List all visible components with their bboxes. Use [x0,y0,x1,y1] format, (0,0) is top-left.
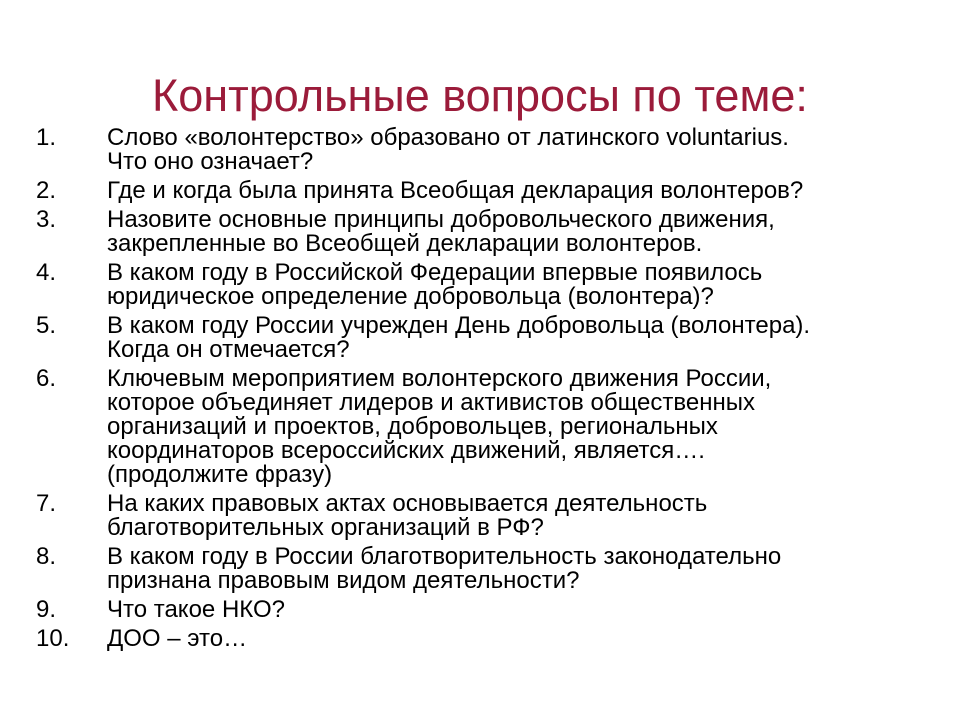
question-number: 10. [36,625,70,652]
question-number: 2. [36,177,57,204]
questions-list [36,126,936,656]
question-item [36,598,936,622]
question-number: 6. [36,365,57,392]
question-text: ДОО – это… [107,625,248,652]
question-number: 7. [36,490,57,517]
question-number: 9. [36,596,57,623]
question-item [36,545,936,593]
question-item [36,126,936,174]
question-text: Ключевым мероприятием волонтерского движения России, которое объединяет лидеров и активистов общественных организаций и проектов, добровольцев, региональных координаторов всероссийских движений, является…. (продолжите фразу) [107,365,772,488]
slide-title: Контрольные вопросы по теме: [152,70,808,121]
question-item [36,179,936,203]
question-item [36,261,936,309]
question-text: В каком году в России благотворительность законодательно признана правовым видом деятельности? [107,543,782,594]
question-number: 5. [36,312,57,339]
question-item [36,314,936,362]
question-text: Назовите основные принципы добровольческого движения, закрепленные во Всеобщей декларации волонтеров. [107,206,775,257]
question-text: В каком году в Российской Федерации впервые появилось юридическое определение добровольца (волонтера)? [107,259,763,310]
question-text: Что такое НКО? [107,596,285,623]
question-item [36,627,936,651]
question-text: На каких правовых актах основывается деятельность благотворительных организаций в РФ? [107,490,708,541]
question-number: 3. [36,206,57,233]
question-text: Слово «волонтерство» образовано от латинского voluntarius. Что оно означает? [107,124,789,175]
question-text: В каком году России учрежден День добровольца (волонтера). Когда он отмечается? [107,312,811,363]
question-number: 4. [36,259,57,286]
question-number: 1. [36,124,57,151]
question-item [36,367,936,487]
question-item [36,492,936,540]
question-item [36,208,936,256]
question-number: 8. [36,543,57,570]
question-text: Где и когда была принята Всеобщая декларация волонтеров? [107,177,804,204]
